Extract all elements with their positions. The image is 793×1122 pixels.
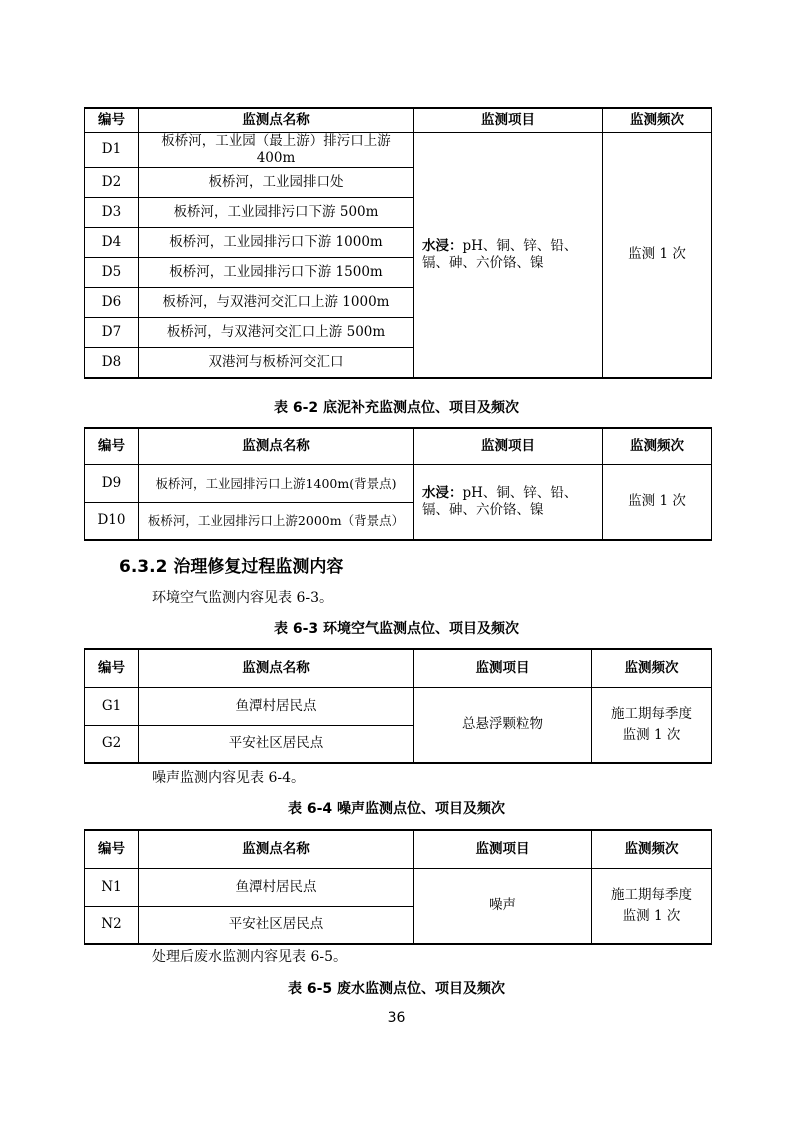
monitoring-frequency (592, 868, 712, 944)
item-label: 水浸： (422, 237, 463, 254)
table-6-2 (84, 427, 712, 541)
table-6-3 (84, 648, 712, 764)
table-row (85, 132, 712, 167)
point-name: 板桥河，工业园排污口上游2000m（背景点） (139, 502, 414, 540)
header-item: 监测项目 (414, 428, 603, 464)
header-point-name: 监测点名称 (139, 830, 414, 868)
frequency-line-1: 施工期每季度 (611, 886, 692, 903)
point-id: D1 (85, 132, 139, 167)
table-6-4-caption: 表 6-4 噪声监测点位、项目及频次 (287, 801, 506, 817)
frequency-line-1: 施工期每季度 (611, 705, 692, 722)
paragraph-wastewater: 处理后废水监测内容见表 6-5。 (152, 949, 347, 965)
point-name: 板桥河，工业园排污口下游 500m (139, 197, 414, 227)
point-name: 双港河与板桥河交汇口 (139, 347, 414, 378)
table-row (85, 687, 712, 725)
point-name: 板桥河，工业园排污口下游 1500m (139, 257, 414, 287)
header-item: 监测项目 (414, 108, 603, 132)
table-6-4 (84, 829, 712, 945)
monitoring-item: 总悬浮颗粒物 (414, 687, 592, 763)
point-name: 板桥河，与双港河交汇口上游 1000m (139, 287, 414, 317)
point-name: 鱼潭村居民点 (139, 687, 414, 725)
header-id: 编号 (85, 108, 139, 132)
page-number: 36 (387, 1010, 406, 1026)
frequency-line-2: 监测 1 次 (622, 907, 681, 924)
point-id: D5 (85, 257, 139, 287)
point-name: 平安社区居民点 (139, 725, 414, 763)
header-point-name: 监测点名称 (139, 108, 414, 132)
point-name: 板桥河，工业园（最上游）排污口上游400m (139, 132, 414, 167)
header-frequency: 监测频次 (603, 108, 712, 132)
point-id: N1 (85, 868, 139, 906)
point-id: D2 (85, 167, 139, 197)
header-frequency: 监测频次 (592, 830, 712, 868)
header-item: 监测项目 (414, 830, 592, 868)
header-id: 编号 (85, 830, 139, 868)
item-label: 水浸： (422, 484, 463, 501)
header-frequency: 监测频次 (592, 649, 712, 687)
item-text: pH、铜、锌、铅、镉、砷、六价铬、镍 (422, 237, 578, 271)
header-frequency: 监测频次 (603, 428, 712, 464)
point-name: 板桥河，工业园排污口上游1400m(背景点) (139, 464, 414, 502)
point-id: D10 (85, 502, 139, 540)
monitoring-frequency: 监测 1 次 (603, 464, 712, 540)
point-id: G1 (85, 687, 139, 725)
table-row (85, 868, 712, 906)
header-id: 编号 (85, 649, 139, 687)
table-row (85, 464, 712, 502)
point-id: D6 (85, 287, 139, 317)
paragraph-noise: 噪声监测内容见表 6-4。 (152, 770, 305, 786)
point-id: N2 (85, 906, 139, 944)
frequency-line-2: 监测 1 次 (622, 726, 681, 743)
header-point-name: 监测点名称 (139, 649, 414, 687)
point-id: G2 (85, 725, 139, 763)
monitoring-item (414, 464, 603, 540)
monitoring-item: 噪声 (414, 868, 592, 944)
point-name: 板桥河，工业园排污口下游 1000m (139, 227, 414, 257)
monitoring-item (414, 132, 603, 378)
table-6-5-caption: 表 6-5 废水监测点位、项目及频次 (287, 981, 506, 997)
point-name: 板桥河，工业园排口处 (139, 167, 414, 197)
point-name: 鱼潭村居民点 (139, 868, 414, 906)
point-name: 平安社区居民点 (139, 906, 414, 944)
point-id: D7 (85, 317, 139, 347)
monitoring-frequency (592, 687, 712, 763)
table-6-2-caption: 表 6-2 底泥补充监测点位、项目及频次 (273, 400, 520, 416)
table-6-3-caption: 表 6-3 环境空气监测点位、项目及频次 (273, 621, 520, 637)
point-id: D9 (85, 464, 139, 502)
monitoring-frequency: 监测 1 次 (603, 132, 712, 378)
paragraph-air: 环境空气监测内容见表 6-3。 (152, 590, 333, 606)
header-item: 监测项目 (414, 649, 592, 687)
section-heading: 6.3.2 治理修复过程监测内容 (119, 557, 344, 577)
point-id: D4 (85, 227, 139, 257)
point-id: D3 (85, 197, 139, 227)
point-name: 板桥河，与双港河交汇口上游 500m (139, 317, 414, 347)
header-id: 编号 (85, 428, 139, 464)
item-text: pH、铜、锌、铅、镉、砷、六价铬、镍 (422, 484, 578, 518)
point-id: D8 (85, 347, 139, 378)
header-point-name: 监测点名称 (139, 428, 414, 464)
sediment-monitoring-table-continued (84, 107, 712, 379)
